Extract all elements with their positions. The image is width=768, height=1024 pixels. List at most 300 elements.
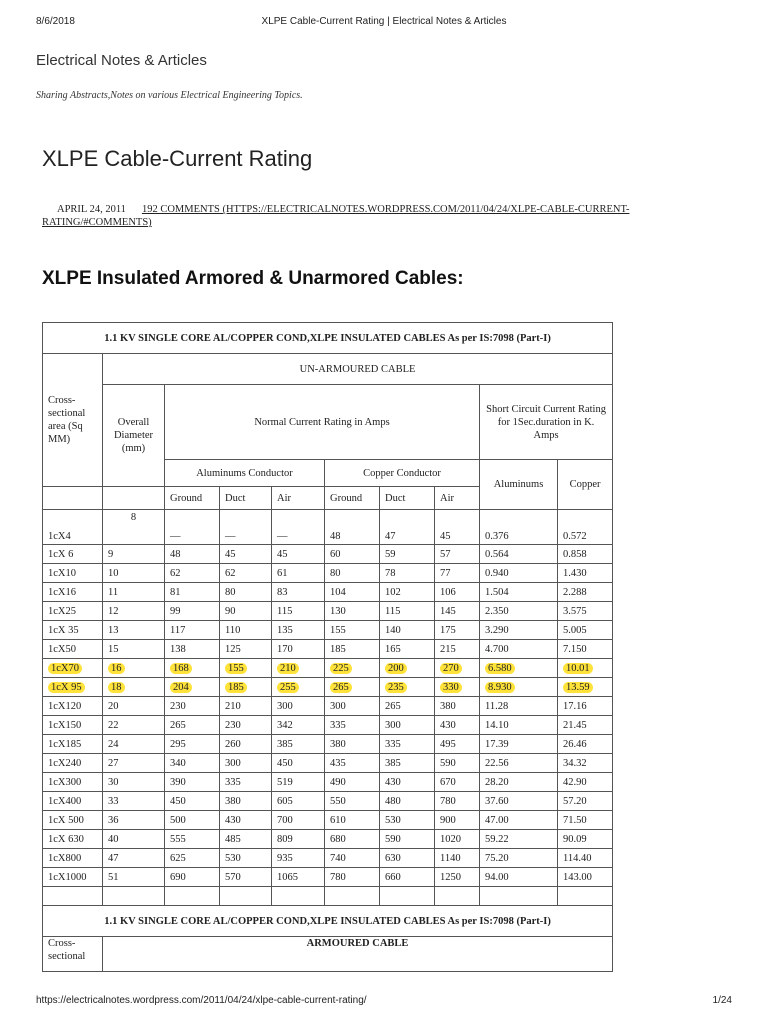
cu-air-cell [435, 545, 480, 564]
overall-diameter-cell [103, 678, 165, 697]
cu-duct-value: 430 [385, 776, 401, 788]
cu-air-cell [435, 510, 480, 545]
sc-copper-value: 42.90 [563, 776, 587, 788]
overall-diameter-cell [103, 659, 165, 678]
al-air-value: 255 [277, 682, 299, 693]
cu-ground-cell [325, 545, 380, 564]
cu-duct-cell [380, 678, 435, 697]
cu-ground-value: 550 [330, 795, 346, 807]
sc-aluminums-cell [480, 659, 558, 678]
cu-ground-value: 740 [330, 852, 346, 864]
blank-cell [325, 887, 380, 906]
al-air-cell [272, 868, 325, 887]
sc-copper-cell [558, 659, 613, 678]
sc-copper-value: 90.09 [563, 833, 587, 845]
cu-air-cell [435, 640, 480, 659]
al-duct-cell [220, 735, 272, 754]
al-air-value: 300 [277, 700, 293, 712]
sc-copper-cell [558, 773, 613, 792]
table-row [43, 716, 613, 735]
cable-size-value: 1cX10 [48, 567, 76, 579]
al-conductor-header: Aluminums Conductor [165, 460, 325, 487]
al-duct-value: 230 [225, 719, 241, 731]
overall-diameter-cell [103, 510, 165, 545]
al-air-value: 605 [277, 795, 293, 807]
al-ground-cell [165, 545, 220, 564]
cu-duct-cell [380, 545, 435, 564]
sc-aluminums-cell [480, 583, 558, 602]
overall-diameter-cell [103, 545, 165, 564]
cu-air-value: 77 [440, 567, 451, 579]
sc-copper-cell [558, 830, 613, 849]
cu-ground-value: 185 [330, 643, 346, 655]
al-duct-value: 530 [225, 852, 241, 864]
sc-copper-header: Copper [558, 460, 613, 510]
al-air-value: — [277, 531, 288, 542]
cu-duct-cell [380, 583, 435, 602]
cu-duct-cell [380, 602, 435, 621]
cu-air-value: 430 [440, 719, 456, 731]
sc-copper-cell [558, 602, 613, 621]
al-duct-cell [220, 849, 272, 868]
sc-copper-value: 21.45 [563, 719, 587, 731]
cu-ground-cell [325, 602, 380, 621]
overall-diameter-cell [103, 564, 165, 583]
al-duct-cell [220, 621, 272, 640]
overall-diameter-value: 9 [108, 548, 114, 560]
al-air-value: 450 [277, 757, 293, 769]
al-air-header: Air [272, 487, 325, 510]
sc-aluminums-cell [480, 754, 558, 773]
al-ground-value: 555 [170, 833, 186, 845]
sc-copper-value: 0.572 [563, 531, 587, 542]
al-duct-value: 62 [225, 567, 236, 579]
al-air-value: 45 [277, 548, 288, 560]
cu-duct-value: 385 [385, 757, 401, 769]
cu-duct-cell [380, 716, 435, 735]
al-duct-value: — [225, 531, 236, 542]
cu-ground-cell [325, 659, 380, 678]
al-duct-value: 570 [225, 871, 241, 883]
cu-ground-value: 680 [330, 833, 346, 845]
cu-ground-value: 265 [330, 682, 352, 693]
cable-size-value: 1cX 35 [48, 624, 79, 636]
sc-copper-cell [558, 678, 613, 697]
al-air-cell [272, 830, 325, 849]
overall-diameter-cell [103, 697, 165, 716]
blank-cell [380, 887, 435, 906]
al-ground-cell [165, 735, 220, 754]
cu-air-cell [435, 716, 480, 735]
sc-aluminums-cell [480, 811, 558, 830]
sc-aluminums-cell [480, 830, 558, 849]
cu-ground-value: 335 [330, 719, 346, 731]
sc-copper-cell [558, 849, 613, 868]
cu-duct-value: 200 [385, 663, 407, 674]
table-row [43, 754, 613, 773]
cable-size-cell [43, 773, 103, 792]
short-circuit-header: Short Circuit Current Rating for 1Sec.duration in K. Amps [480, 385, 613, 460]
cable-size-cell [43, 510, 103, 545]
al-duct-cell [220, 640, 272, 659]
al-ground-value: 168 [170, 663, 192, 674]
cu-air-value: 380 [440, 700, 456, 712]
sc-aluminums-cell [480, 849, 558, 868]
cable-rating-table [42, 322, 613, 972]
table-banner-row [43, 323, 613, 354]
overall-diameter-value: 12 [108, 605, 119, 617]
cu-ground-value: 300 [330, 700, 346, 712]
cu-air-value: 1140 [440, 852, 461, 864]
blank-cell [165, 887, 220, 906]
cable-size-value: 1cX 630 [48, 833, 84, 845]
cu-air-cell [435, 868, 480, 887]
sc-copper-value: 71.50 [563, 814, 587, 826]
cu-air-value: 106 [440, 586, 456, 598]
sc-aluminums-cell [480, 716, 558, 735]
al-duct-cell [220, 564, 272, 583]
sc-aluminums-value: 37.60 [485, 795, 509, 807]
sc-aluminums-value: 8.930 [485, 682, 515, 693]
al-ground-value: 99 [170, 605, 181, 617]
blank-cell [272, 887, 325, 906]
al-duct-value: 90 [225, 605, 236, 617]
table-row [43, 697, 613, 716]
cable-size-value: 1cX25 [48, 605, 76, 617]
sc-aluminums-value: 47.00 [485, 814, 509, 826]
post-date[interactable]: APRIL 24, 2011 [57, 204, 126, 215]
al-ground-cell [165, 773, 220, 792]
al-ground-value: 117 [170, 624, 186, 636]
al-air-value: 700 [277, 814, 293, 826]
cu-duct-value: 165 [385, 643, 401, 655]
table-row [43, 510, 613, 545]
al-ground-cell [165, 868, 220, 887]
normal-rating-header: Normal Current Rating in Amps [165, 385, 480, 460]
al-duct-cell [220, 659, 272, 678]
sc-copper-value: 7.150 [563, 643, 587, 655]
cu-duct-value: 115 [385, 605, 401, 617]
overall-diameter-header: Overall Diameter (mm) [103, 385, 165, 487]
cu-air-value: 1020 [440, 833, 461, 845]
cu-duct-cell [380, 621, 435, 640]
sc-aluminums-value: 75.20 [485, 852, 509, 864]
overall-diameter-cell [103, 621, 165, 640]
cu-air-cell [435, 830, 480, 849]
overall-diameter-cell [103, 602, 165, 621]
cable-size-cell [43, 583, 103, 602]
overall-diameter-value: 16 [108, 663, 125, 674]
al-duct-cell [220, 583, 272, 602]
sc-copper-cell [558, 621, 613, 640]
sc-aluminums-cell [480, 697, 558, 716]
overall-diameter-cell [103, 716, 165, 735]
cable-size-cell [43, 640, 103, 659]
cu-ground-cell [325, 773, 380, 792]
al-air-value: 385 [277, 738, 293, 750]
cable-size-cell [43, 792, 103, 811]
cu-duct-cell [380, 754, 435, 773]
table-row [43, 830, 613, 849]
al-air-cell [272, 640, 325, 659]
cu-air-value: 780 [440, 795, 456, 807]
armoured-banner-row [43, 906, 613, 937]
al-air-value: 170 [277, 643, 293, 655]
cu-ground-value: 80 [330, 567, 341, 579]
cu-duct-cell [380, 811, 435, 830]
sc-aluminums-value: 0.376 [485, 531, 509, 542]
sc-copper-value: 2.288 [563, 586, 587, 598]
al-ground-value: 295 [170, 738, 186, 750]
cu-ground-cell [325, 735, 380, 754]
sc-copper-cell [558, 754, 613, 773]
al-ground-cell [165, 811, 220, 830]
sc-copper-value: 10.01 [563, 663, 593, 674]
al-air-value: 519 [277, 776, 293, 788]
al-duct-value: 45 [225, 548, 236, 560]
al-ground-cell [165, 602, 220, 621]
cu-air-value: 900 [440, 814, 456, 826]
cu-air-cell [435, 583, 480, 602]
al-air-cell [272, 510, 325, 545]
cu-air-value: 215 [440, 643, 456, 655]
al-duct-value: 260 [225, 738, 241, 750]
cu-air-value: 145 [440, 605, 456, 617]
al-duct-cell [220, 754, 272, 773]
al-duct-cell [220, 811, 272, 830]
overall-diameter-cell [103, 811, 165, 830]
sc-aluminums-cell [480, 735, 558, 754]
cu-duct-cell [380, 510, 435, 545]
overall-diameter-value: 40 [108, 833, 119, 845]
cu-air-value: 330 [440, 682, 462, 693]
cu-duct-cell [380, 849, 435, 868]
al-duct-value: 485 [225, 833, 241, 845]
overall-diameter-value: 51 [108, 871, 119, 883]
comments-link[interactable]: 192 COMMENTS (HTTPS://ELECTRICALNOTES.WORDPRESS.COM/2011/04/24/XLPE-CABLE-CURRENT-RATING/#COMMENTS) [42, 204, 630, 228]
al-duct-cell [220, 830, 272, 849]
cu-air-value: 590 [440, 757, 456, 769]
sc-copper-cell [558, 640, 613, 659]
sc-aluminums-value: 94.00 [485, 871, 509, 883]
cu-air-cell [435, 792, 480, 811]
al-duct-header: Duct [220, 487, 272, 510]
blank-cell [103, 487, 165, 510]
cu-duct-value: 265 [385, 700, 401, 712]
cu-air-value: 270 [440, 663, 462, 674]
sc-aluminums-cell [480, 792, 558, 811]
cu-ground-value: 380 [330, 738, 346, 750]
cu-air-cell [435, 659, 480, 678]
cu-ground-cell [325, 792, 380, 811]
cu-air-cell [435, 621, 480, 640]
cable-size-cell [43, 621, 103, 640]
al-ground-cell [165, 659, 220, 678]
cu-duct-cell [380, 868, 435, 887]
al-ground-cell [165, 510, 220, 545]
al-ground-value: 48 [170, 548, 181, 560]
cu-air-value: 45 [440, 531, 451, 542]
unarmoured-header: UN-ARMOURED CABLE [103, 354, 613, 385]
al-ground-value: 690 [170, 871, 186, 883]
cu-ground-header: Ground [325, 487, 380, 510]
cu-air-cell [435, 735, 480, 754]
sc-aluminums-cell [480, 868, 558, 887]
al-ground-cell [165, 564, 220, 583]
al-duct-cell [220, 868, 272, 887]
al-duct-cell [220, 678, 272, 697]
blank-cell [558, 887, 613, 906]
al-duct-cell [220, 697, 272, 716]
cu-ground-cell [325, 754, 380, 773]
sc-copper-cell [558, 735, 613, 754]
al-ground-value: 500 [170, 814, 186, 826]
sc-aluminums-value: 0.564 [485, 548, 509, 560]
al-ground-value: — [170, 531, 181, 542]
sc-aluminums-value: 22.56 [485, 757, 509, 769]
cu-ground-cell [325, 868, 380, 887]
al-air-cell [272, 773, 325, 792]
cable-size-cell [43, 811, 103, 830]
cu-ground-cell [325, 697, 380, 716]
al-ground-cell [165, 583, 220, 602]
unarmoured-row [43, 354, 613, 385]
overall-diameter-value: 22 [108, 719, 119, 731]
sc-aluminums-value: 11.28 [485, 700, 509, 712]
cu-air-cell [435, 754, 480, 773]
overall-diameter-value: 30 [108, 776, 119, 788]
cu-air-value: 57 [440, 548, 451, 560]
overall-diameter-value: 20 [108, 700, 119, 712]
cu-ground-value: 130 [330, 605, 346, 617]
al-ground-value: 450 [170, 795, 186, 807]
al-air-cell [272, 849, 325, 868]
cu-ground-cell [325, 678, 380, 697]
cable-size-value: 1cX 6 [48, 548, 74, 560]
cu-conductor-header: Copper Conductor [325, 460, 480, 487]
al-ground-cell [165, 697, 220, 716]
cu-duct-value: 102 [385, 586, 401, 598]
cable-size-value: 1cX240 [48, 757, 82, 769]
table-row [43, 868, 613, 887]
sc-aluminums-value: 0.940 [485, 567, 509, 579]
al-air-cell [272, 697, 325, 716]
al-ground-cell [165, 716, 220, 735]
site-title[interactable]: Electrical Notes & Articles [36, 52, 207, 69]
cu-ground-cell [325, 564, 380, 583]
cu-ground-value: 490 [330, 776, 346, 788]
armoured-row [43, 937, 613, 972]
al-air-cell [272, 564, 325, 583]
cable-size-value: 1cX800 [48, 852, 82, 864]
al-ground-cell [165, 621, 220, 640]
sc-copper-cell [558, 697, 613, 716]
cu-duct-value: 590 [385, 833, 401, 845]
al-ground-value: 265 [170, 719, 186, 731]
al-duct-cell [220, 602, 272, 621]
sc-aluminums-cell [480, 545, 558, 564]
cu-duct-value: 630 [385, 852, 401, 864]
print-url: https://electricalnotes.wordpress.com/2011/04/24/xlpe-cable-current-rating/ [36, 995, 367, 1006]
al-air-value: 342 [277, 719, 293, 731]
rating-header-row [43, 385, 613, 460]
cu-ground-value: 60 [330, 548, 341, 560]
sc-aluminums-value: 1.504 [485, 586, 509, 598]
sc-copper-value: 13.59 [563, 682, 593, 693]
sc-aluminums-cell [480, 602, 558, 621]
sc-aluminums-cell [480, 621, 558, 640]
section-heading: XLPE Insulated Armored & Unarmored Cables: [42, 268, 464, 289]
sc-copper-value: 1.430 [563, 567, 587, 579]
cable-size-value: 1cX4 [48, 531, 71, 542]
cable-size-value: 1cX120 [48, 700, 82, 712]
overall-diameter-value: 33 [108, 795, 119, 807]
table-row [43, 792, 613, 811]
al-duct-cell [220, 510, 272, 545]
cable-size-value: 1cX 95 [48, 682, 85, 693]
al-ground-value: 340 [170, 757, 186, 769]
sc-copper-value: 34.32 [563, 757, 587, 769]
blank-cell [435, 887, 480, 906]
al-air-value: 1065 [277, 871, 298, 883]
cable-size-cell [43, 659, 103, 678]
cable-size-value: 1cX50 [48, 643, 76, 655]
al-ground-header: Ground [165, 487, 220, 510]
sc-copper-value: 57.20 [563, 795, 587, 807]
cu-duct-value: 300 [385, 719, 401, 731]
cable-size-cell [43, 697, 103, 716]
al-air-cell [272, 811, 325, 830]
sc-aluminums-value: 14.10 [485, 719, 509, 731]
al-air-cell [272, 659, 325, 678]
site-tagline: Sharing Abstracts,Notes on various Electrical Engineering Topics. [36, 90, 303, 101]
al-air-value: 83 [277, 586, 288, 598]
cu-duct-value: 47 [385, 531, 396, 542]
al-air-cell [272, 735, 325, 754]
al-ground-value: 230 [170, 700, 186, 712]
cable-size-cell [43, 564, 103, 583]
cable-size-cell [43, 735, 103, 754]
cu-duct-value: 530 [385, 814, 401, 826]
cu-duct-value: 78 [385, 567, 396, 579]
cu-ground-value: 780 [330, 871, 346, 883]
sc-aluminums-header: Aluminums [480, 460, 558, 510]
al-duct-value: 380 [225, 795, 241, 807]
overall-diameter-cell [103, 792, 165, 811]
al-air-cell [272, 754, 325, 773]
al-air-cell [272, 583, 325, 602]
sc-aluminums-cell [480, 640, 558, 659]
cable-size-cell [43, 868, 103, 887]
sc-copper-value: 0.858 [563, 548, 587, 560]
table-row [43, 811, 613, 830]
cu-air-cell [435, 811, 480, 830]
cu-air-cell [435, 564, 480, 583]
sc-copper-cell [558, 510, 613, 545]
sc-copper-cell [558, 811, 613, 830]
al-duct-cell [220, 716, 272, 735]
sc-copper-value: 17.16 [563, 700, 587, 712]
print-page-title: XLPE Cable-Current Rating | Electrical Notes & Articles [261, 16, 507, 27]
al-duct-value: 110 [225, 624, 241, 636]
sc-aluminums-value: 4.700 [485, 643, 509, 655]
al-ground-cell [165, 754, 220, 773]
cu-duct-value: 140 [385, 624, 401, 636]
cu-duct-cell [380, 697, 435, 716]
cu-duct-value: 235 [385, 682, 407, 693]
cable-size-value: 1cX 500 [48, 814, 84, 826]
al-ground-value: 390 [170, 776, 186, 788]
